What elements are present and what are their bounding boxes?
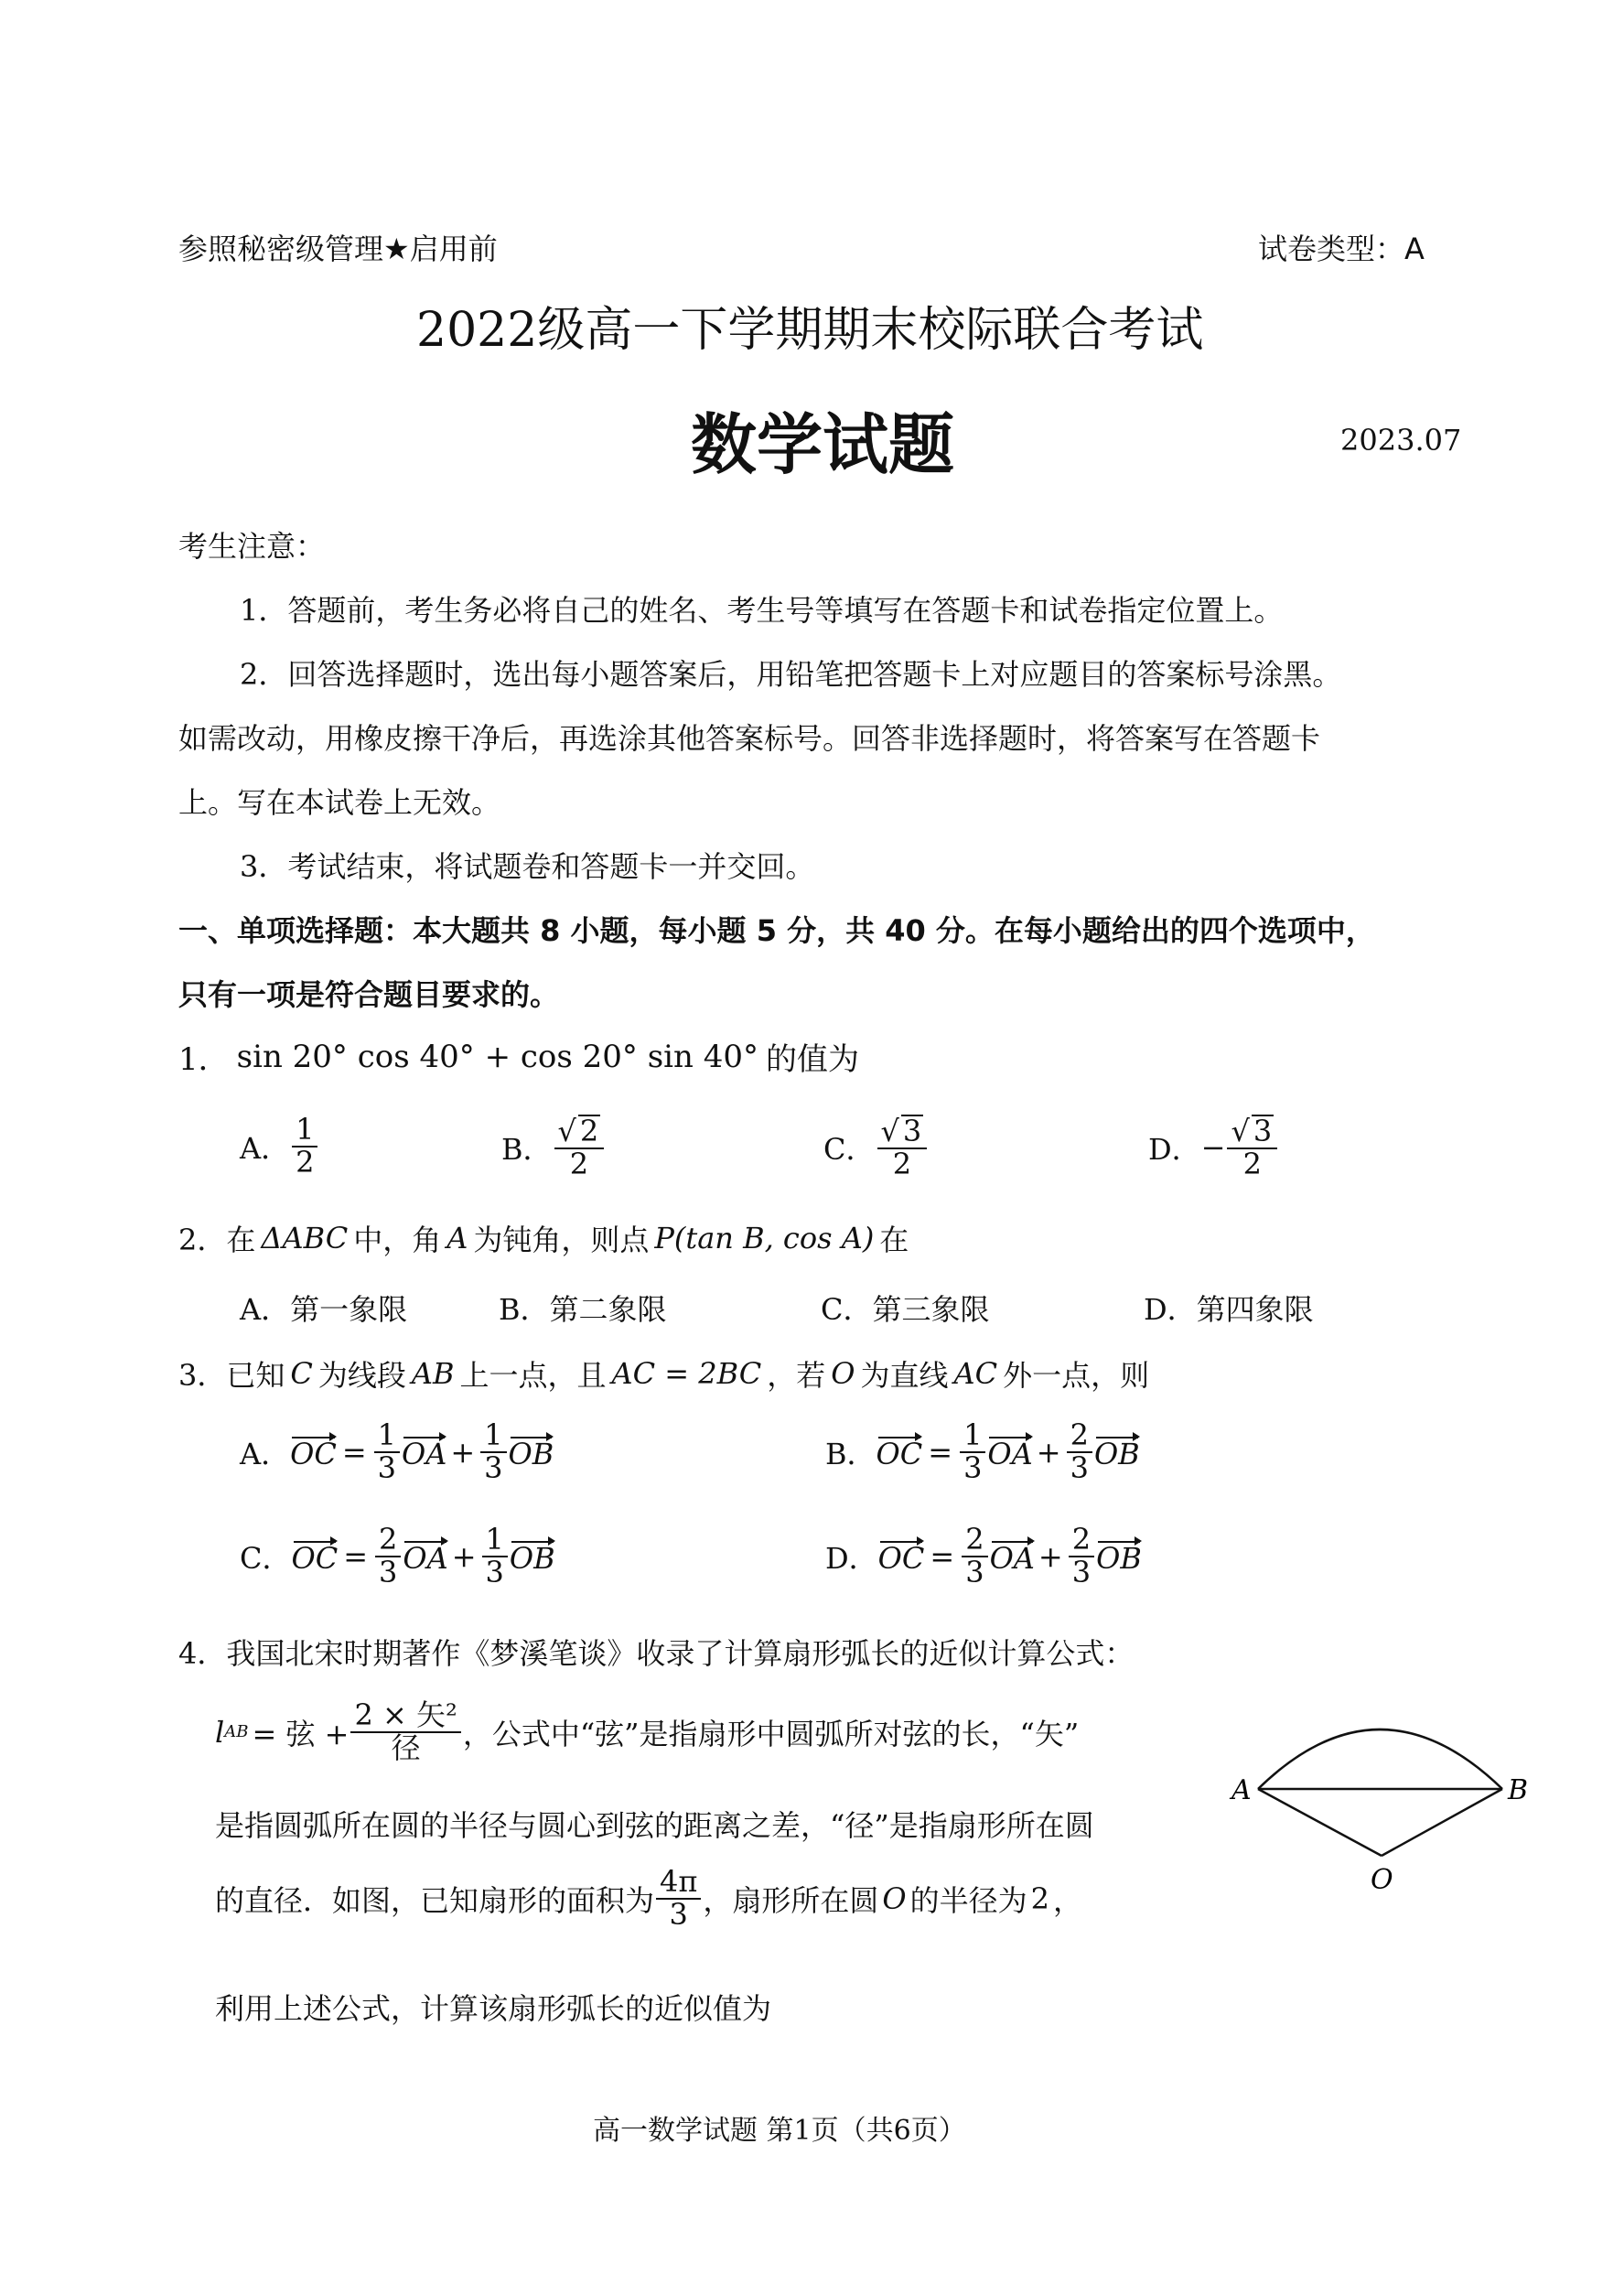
- q2-option-b: B．第二象限: [499, 1292, 667, 1327]
- notice-heading: 考生注意：: [178, 529, 326, 564]
- question-4-line-3: 是指圆弧所在圆的半径与圆心到弦的距离之差，“径”是指扇形所在圆: [215, 1808, 1094, 1843]
- q3-option-c: C． OC = $\frac{2}{3}$ OA + $\frac{1}{3}$ OB: [240, 1522, 555, 1589]
- q2-text: 为钝角，则点: [473, 1223, 650, 1257]
- fraction-denominator: 2: [296, 1144, 315, 1180]
- q2-option-d: D．第四象限: [1144, 1292, 1314, 1327]
- sector-figure: [1217, 1702, 1546, 1903]
- option-label: A．: [240, 1130, 291, 1166]
- fraction-numerator: 3: [1253, 1114, 1273, 1148]
- coefficient-numerator: 1: [482, 1525, 508, 1557]
- question-1-suffix: 的值为: [766, 1041, 860, 1078]
- coefficient-denominator: 3: [1071, 1554, 1092, 1589]
- vector-ob: OB: [509, 1433, 554, 1471]
- q2-text: 中，角: [353, 1223, 442, 1257]
- q3-point-o: O: [831, 1356, 855, 1391]
- area-numerator: 4π: [656, 1867, 701, 1900]
- q3-option-b: B． OC = $\frac{1}{3}$ OA + $\frac{2}{3}$ OB: [825, 1417, 1140, 1485]
- question-1: [178, 1034, 859, 1079]
- option-label: B．: [825, 1436, 877, 1471]
- q4-text: ，: [1053, 1882, 1083, 1918]
- coefficient-numerator: 2: [1069, 1525, 1094, 1557]
- sector-arc: [1258, 1729, 1502, 1789]
- option-label: D．: [825, 1540, 878, 1576]
- vector-oc: OC: [292, 1537, 339, 1576]
- q4-text: 的直径．如图，已知扇形的面积为: [215, 1882, 655, 1918]
- q1-option-b: B． $\frac{√ 2}{2}$: [501, 1115, 606, 1180]
- notice-item-2-line-1: 2．回答选择题时，选出每小题答案后，用铅笔把答题卡上对应题目的答案标号涂黑。: [240, 657, 1342, 692]
- subject-title: 数学试题: [691, 406, 955, 483]
- label-a: A: [1231, 1774, 1252, 1806]
- q3-text: 上一点，且: [459, 1358, 607, 1393]
- option-label: A．: [240, 1436, 291, 1471]
- q4-center-o: O: [882, 1880, 907, 1916]
- option-label: C．: [240, 1540, 292, 1576]
- q3-text: 外一点，则: [1003, 1358, 1150, 1393]
- vector-oc: OC: [878, 1537, 925, 1576]
- formula-l: l: [215, 1714, 225, 1750]
- coefficient-denominator: 3: [485, 1554, 504, 1589]
- coefficient-denominator: 3: [1070, 1449, 1089, 1485]
- q2-option-a: A．第一象限: [240, 1292, 408, 1327]
- paper-type: 试卷类型：A: [1258, 232, 1425, 266]
- question-4-line-1: 4．我国北宋时期著作《梦溪笔谈》收录了计算扇形弧长的近似计算公式：: [178, 1636, 1135, 1671]
- coefficient-numerator: 2: [962, 1525, 987, 1557]
- page-footer: 高一数学试题 第1页（共6页）: [593, 2115, 966, 2147]
- coefficient-denominator: 3: [484, 1449, 503, 1485]
- formula-equals: = 弦 +: [252, 1716, 350, 1751]
- label-o: O: [1371, 1864, 1393, 1896]
- vector-oa: OA: [990, 1537, 1035, 1576]
- q2-angle: A: [446, 1221, 468, 1255]
- coefficient-denominator: 3: [377, 1449, 397, 1485]
- coefficient-numerator: 2: [1067, 1420, 1092, 1453]
- section-1-heading-line-1: 一、单项选择题：本大题共 8 小题，每小题 5 分，共 40 分。在每小题给出的四个选项中，: [178, 913, 1375, 948]
- q1-option-c: C． $\frac{√ 3}{2}$: [823, 1115, 929, 1180]
- fraction-numerator: 1: [292, 1115, 317, 1148]
- q2-text: 2．在: [178, 1223, 256, 1257]
- fraction-denominator: 2: [1242, 1146, 1263, 1181]
- option-label: B．: [501, 1131, 553, 1167]
- notice-item-2-line-3: 上。写在本试卷上无效。: [178, 785, 501, 820]
- question-4-line-5: 利用上述公式，计算该扇形弧长的近似值为: [215, 1991, 772, 2026]
- notice-item-3: 3．考试结束，将试题卷和答题卡一并交回。: [240, 849, 815, 884]
- exam-title: 2022级高一下学期期末校际联合考试: [416, 303, 1204, 358]
- confidential-label: 参照秘密级管理★启用前: [178, 232, 498, 266]
- coefficient-denominator: 3: [379, 1554, 398, 1589]
- q3-segment-ab: AB: [411, 1356, 455, 1391]
- q3-text: ，若: [767, 1358, 826, 1393]
- q3-text: 为直线: [860, 1358, 949, 1393]
- formula-subscript: AB: [224, 1722, 249, 1742]
- q4-text: 的半径为: [909, 1882, 1027, 1918]
- vector-oc: OC: [290, 1433, 337, 1471]
- notice-item-1: 1．答题前，考生务必将自己的姓名、考生号等填写在答题卡和试卷指定位置上。: [240, 593, 1284, 628]
- area-denominator: 3: [669, 1896, 688, 1932]
- q2-point: P(tan B, cos A): [654, 1221, 875, 1255]
- question-1-number: 1．: [178, 1041, 230, 1078]
- section-1-heading-line-2: 只有一项是符合题目要求的。: [178, 977, 560, 1012]
- exam-date: 2023.07: [1340, 423, 1462, 458]
- question-4-line-4: [215, 1864, 1083, 1932]
- fraction-denominator: 2: [569, 1146, 589, 1181]
- q4-radius: 2: [1030, 1880, 1050, 1916]
- vector-ob: OB: [1094, 1433, 1140, 1471]
- sector-radius-ob: [1382, 1789, 1502, 1856]
- q3-text: 为线段: [317, 1358, 406, 1393]
- vector-oa: OA: [987, 1433, 1032, 1471]
- fraction-numerator: 2: [579, 1114, 599, 1148]
- formula-denominator: 径: [391, 1729, 421, 1765]
- label-b: B: [1508, 1774, 1529, 1806]
- formula-numerator: 2 × 矢²: [350, 1700, 460, 1733]
- coefficient-numerator: 1: [374, 1420, 400, 1453]
- vector-oc: OC: [877, 1433, 923, 1471]
- q3-option-d: D． OC = $\frac{2}{3}$ OA + $\frac{2}{3}$ OB: [825, 1522, 1142, 1589]
- q3-option-a: A． OC = $\frac{1}{3}$ OA + $\frac{1}{3}$ OB: [240, 1417, 554, 1485]
- coefficient-numerator: 1: [480, 1420, 506, 1453]
- sector-radius-oa: [1258, 1789, 1382, 1856]
- q3-condition: AC = 2BC: [611, 1356, 762, 1391]
- option-label: C．: [823, 1131, 876, 1167]
- q3-point-c: C: [290, 1356, 313, 1391]
- notice-item-2-line-2: 如需改动，用橡皮擦干净后，再选涂其他答案标号。回答非选择题时，将答案写在答题卡: [178, 721, 1321, 756]
- q1-option-d: D． − $\frac{√ 3}{2}$: [1148, 1115, 1279, 1180]
- question-4-formula-line: [215, 1697, 1080, 1765]
- question-2: [178, 1217, 909, 1259]
- q2-option-c: C．第三象限: [821, 1292, 990, 1327]
- q3-text: 3．已知: [178, 1358, 285, 1393]
- q1-option-a: [240, 1112, 319, 1180]
- minus-sign: −: [1200, 1129, 1226, 1165]
- vector-oa: OA: [402, 1433, 446, 1471]
- q2-text: 在: [879, 1223, 909, 1257]
- vector-oa: OA: [403, 1537, 447, 1576]
- q3-line-ac: AC: [953, 1356, 998, 1391]
- fraction-denominator: 2: [892, 1146, 912, 1181]
- question-4-line-2: ，公式中“弦”是指扇形中圆弧所对弦的长，“矢”: [462, 1716, 1080, 1751]
- coefficient-numerator: 1: [960, 1420, 985, 1453]
- vector-ob: OB: [510, 1537, 555, 1576]
- question-1-expression: sin 20° cos 40° + cos 20° sin 40°: [236, 1038, 759, 1075]
- q2-triangle: ΔABC: [261, 1221, 349, 1255]
- vector-ob: OB: [1096, 1537, 1142, 1576]
- option-label: D．: [1148, 1131, 1201, 1167]
- coefficient-denominator: 3: [963, 1449, 983, 1485]
- coefficient-denominator: 3: [965, 1554, 984, 1589]
- q4-text: ，扇形所在圆: [703, 1882, 879, 1918]
- fraction-numerator: 3: [902, 1114, 922, 1148]
- coefficient-numerator: 2: [375, 1525, 401, 1557]
- question-3: [178, 1352, 1149, 1395]
